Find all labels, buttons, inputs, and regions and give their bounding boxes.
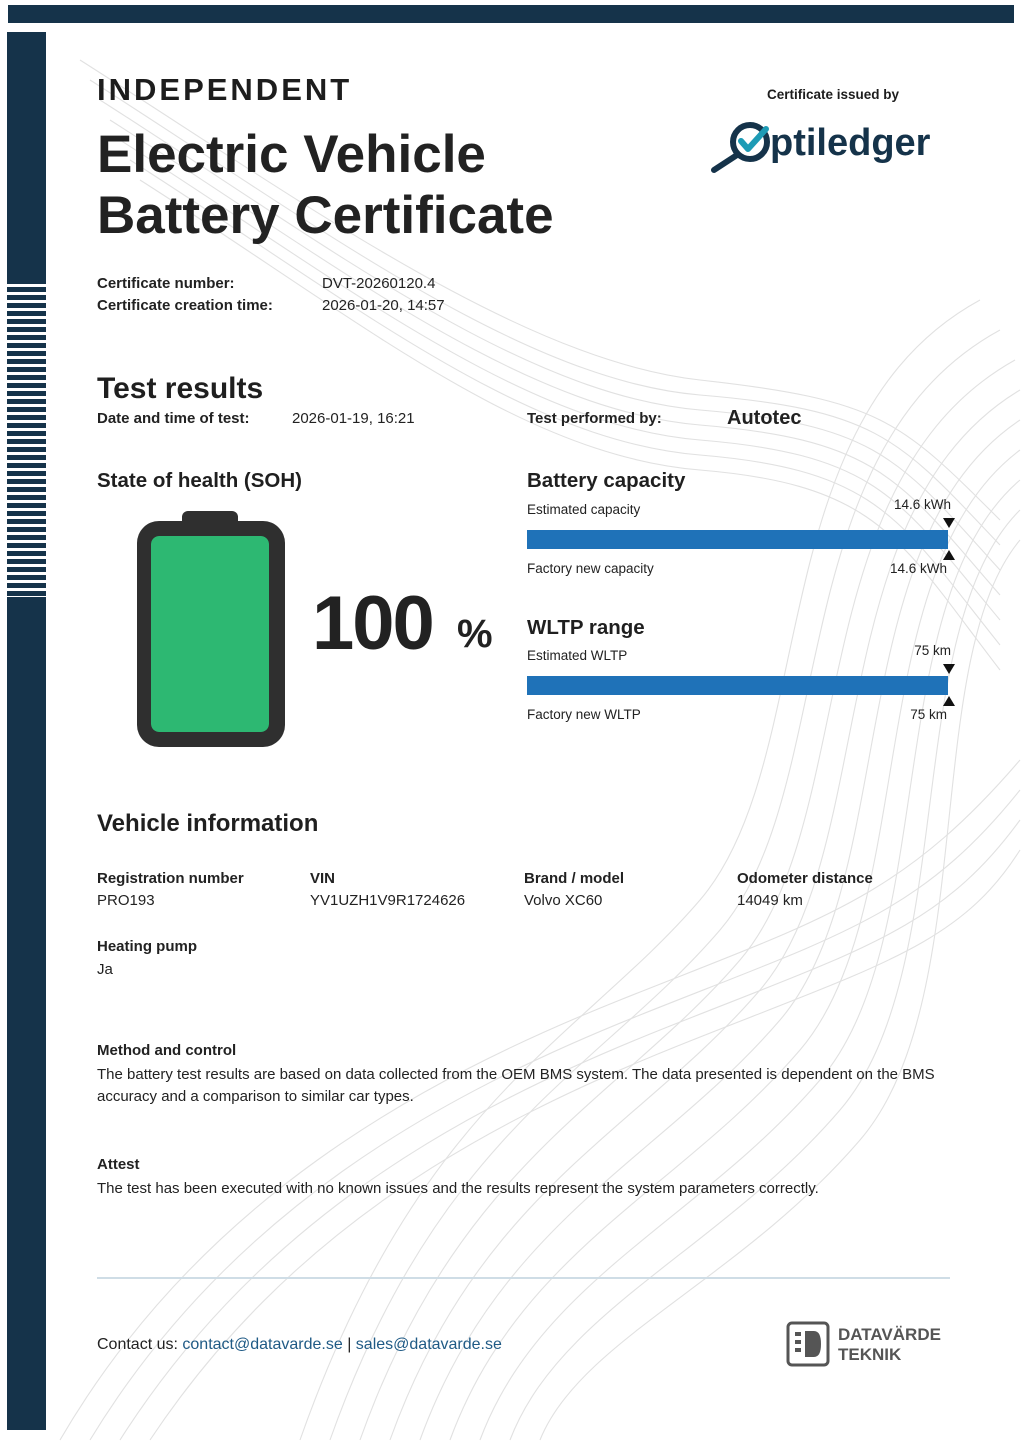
contact-separator: | [347,1336,352,1353]
wltp-heading: WLTP range [527,616,645,639]
contact-label: Contact us: [97,1336,178,1353]
contact-email-link[interactable]: contact@datavarde.se [182,1336,343,1353]
wltp-factory-value: 75 km [910,707,947,722]
wltp-estimated-marker [943,664,955,674]
capacity-factory-label: Factory new capacity [527,561,654,576]
heating-pump-value: Ja [97,961,113,978]
method-text: The battery test results are based on data collected from the OEM BMS system. The data presented is dependent on the BMS accuracy and a comparison to similar car types. [97,1066,935,1105]
datavarde-logo-icon [786,1321,830,1367]
title-line-2: Battery Certificate [97,186,554,245]
wltp-estimated-value: 75 km [914,643,951,658]
soh-heading: State of health (SOH) [97,469,303,492]
capacity-estimated-value: 14.6 kWh [893,497,951,512]
wltp-bar [527,676,948,695]
test-performed-value: Autotec [727,407,802,429]
footer-divider [97,1277,950,1279]
brand-line-2: TEKNIK [838,1345,902,1364]
contact-line [97,1336,502,1354]
certificate-number-label: Certificate number: [97,275,235,292]
battery-fill [151,536,269,732]
side-bar-stripes [7,279,46,597]
brand-model-value: Volvo XC60 [524,892,603,909]
soh-unit: % [457,612,493,656]
certificate-number-value: DVT-20260120.4 [322,275,436,292]
attest-heading: Attest [97,1156,140,1173]
issued-by-label: Certificate issued by [766,87,900,102]
side-bar [7,32,46,1430]
heating-pump-label: Heating pump [97,938,197,955]
eyebrow-heading: INDEPENDENT [97,72,353,107]
top-bar [8,5,1014,23]
method-heading: Method and control [97,1042,237,1059]
optiledger-logo [710,113,960,175]
logo-text: ptiledger [770,122,931,164]
test-results-heading: Test results [97,372,264,405]
wltp-track [527,676,948,695]
odometer-label: Odometer distance [737,870,873,887]
attest-text: The test has been executed with no known issues and the results represent the system parameters correctly. [97,1180,819,1197]
page-title [97,124,657,246]
capacity-factory-value: 14.6 kWh [889,561,947,576]
test-date-value: 2026-01-19, 16:21 [292,410,415,427]
capacity-estimated-marker [943,518,955,528]
wltp-factory-marker [943,696,955,706]
capacity-heading: Battery capacity [527,469,686,492]
vehicle-info-heading: Vehicle information [97,810,319,837]
brand-line-1: DATAVÄRDE [838,1325,941,1344]
registration-label: Registration number [97,870,244,887]
capacity-factory-marker [943,550,955,560]
test-performed-label: Test performed by: [527,410,662,427]
vin-value: YV1UZH1V9R1724626 [310,892,466,909]
vin-label: VIN [310,870,336,887]
capacity-bar [527,530,948,549]
registration-value: PRO193 [97,892,155,909]
capacity-track [527,530,948,549]
capacity-estimated-label: Estimated capacity [527,502,641,517]
test-date-label: Date and time of test: [97,410,250,427]
wltp-factory-label: Factory new WLTP [527,707,641,722]
brand-model-label: Brand / model [524,870,625,887]
odometer-value: 14049 km [737,892,803,909]
battery-well [151,536,269,732]
sales-email-link[interactable]: sales@datavarde.se [355,1336,502,1353]
certificate-created-label: Certificate creation time: [97,297,273,314]
title-line-1: Electric Vehicle [97,125,486,184]
wltp-estimated-label: Estimated WLTP [527,648,628,663]
datavarde-logo-text [838,1325,941,1365]
soh-value: 100 [312,581,433,666]
certificate-created-value: 2026-01-20, 14:57 [322,297,445,314]
